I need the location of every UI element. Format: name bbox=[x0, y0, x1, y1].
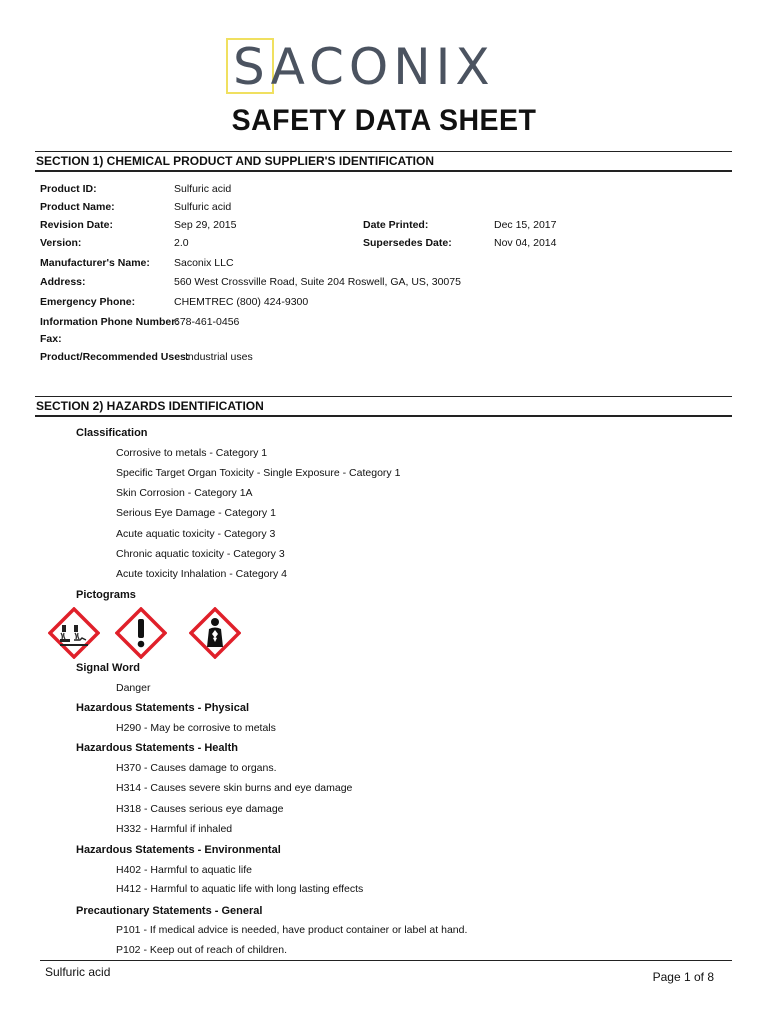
section1-heading: SECTION 1) CHEMICAL PRODUCT AND SUPPLIER'S IDENTIFICATION bbox=[35, 151, 732, 172]
footer-product: Sulfuric acid bbox=[45, 965, 111, 979]
classification-item: Serious Eye Damage - Category 1 bbox=[116, 507, 276, 519]
classification-item: Acute toxicity Inhalation - Category 4 bbox=[116, 568, 288, 580]
address-label: Address: bbox=[40, 276, 86, 288]
footer-divider bbox=[40, 960, 732, 961]
classification-item: Acute aquatic toxicity - Category 3 bbox=[116, 528, 276, 540]
precautionary-heading: Precautionary Statements - General bbox=[76, 905, 263, 917]
signal-word-value: Danger bbox=[116, 682, 151, 694]
health-statement: H332 - Harmful if inhaled bbox=[116, 823, 233, 835]
date-printed-value: Dec 15, 2017 bbox=[494, 219, 557, 231]
health-statement: H314 - Causes severe skin burns and eye damage bbox=[116, 782, 353, 794]
product-id-value: Sulfuric acid bbox=[174, 183, 232, 195]
classification-item: Chronic aquatic toxicity - Category 3 bbox=[116, 548, 285, 560]
manufacturer-value: Saconix LLC bbox=[174, 257, 234, 269]
classification-item: Skin Corrosion - Category 1A bbox=[116, 487, 253, 499]
page-number: Page 1 of 8 bbox=[652, 970, 714, 984]
date-printed-label: Date Printed: bbox=[363, 219, 429, 231]
document-title: SAFETY DATA SHEET bbox=[231, 104, 537, 137]
emergency-phone-label: Emergency Phone: bbox=[40, 296, 136, 308]
uses-value: Industrial uses bbox=[185, 351, 253, 363]
emergency-phone-value: CHEMTREC (800) 424-9300 bbox=[174, 296, 309, 308]
info-phone-value: 678-461-0456 bbox=[174, 316, 240, 328]
health-statement: H318 - Causes serious eye damage bbox=[116, 803, 284, 815]
info-phone-label: Information Phone Number: bbox=[40, 316, 179, 328]
address-value: 560 West Crossville Road, Suite 204 Roswell, GA, US, 30075 bbox=[174, 276, 461, 288]
product-name-label: Product Name: bbox=[40, 201, 115, 213]
classification-item: Corrosive to metals - Category 1 bbox=[116, 447, 268, 459]
manufacturer-label: Manufacturer's Name: bbox=[40, 257, 150, 269]
version-label: Version: bbox=[40, 237, 82, 249]
health-heading: Hazardous Statements - Health bbox=[76, 742, 238, 754]
environmental-statement: H412 - Harmful to aquatic life with long lasting effects bbox=[116, 883, 364, 895]
revision-date-value: Sep 29, 2015 bbox=[174, 219, 237, 231]
exclamation-icon bbox=[115, 607, 167, 659]
supersedes-value: Nov 04, 2014 bbox=[494, 237, 557, 249]
product-id-label: Product ID: bbox=[40, 183, 97, 195]
precautionary-statement: P101 - If medical advice is needed, have product container or label at hand. bbox=[116, 924, 468, 936]
classification-heading: Classification bbox=[76, 427, 148, 439]
product-name-value: Sulfuric acid bbox=[174, 201, 232, 213]
section2-heading: SECTION 2) HAZARDS IDENTIFICATION bbox=[35, 396, 732, 417]
health-statement: H370 - Causes damage to organs. bbox=[116, 762, 277, 774]
version-value: 2.0 bbox=[174, 237, 189, 249]
uses-label: Product/Recommended Uses: bbox=[40, 351, 190, 363]
health-hazard-icon bbox=[189, 607, 241, 659]
revision-date-label: Revision Date: bbox=[40, 219, 113, 231]
physical-statement: H290 - May be corrosive to metals bbox=[116, 722, 276, 734]
environmental-statement: H402 - Harmful to aquatic life bbox=[116, 864, 252, 876]
pictograms-heading: Pictograms bbox=[76, 589, 136, 601]
classification-item: Specific Target Organ Toxicity - Single Exposure - Category 1 bbox=[116, 467, 401, 479]
supersedes-label: Supersedes Date: bbox=[363, 237, 452, 249]
environmental-heading: Hazardous Statements - Environmental bbox=[76, 844, 281, 856]
signal-word-heading: Signal Word bbox=[76, 662, 140, 674]
precautionary-statement: P102 - Keep out of reach of children. bbox=[116, 944, 288, 956]
company-logo: SACONIX bbox=[233, 38, 495, 96]
fax-label: Fax: bbox=[40, 333, 62, 345]
corrosion-icon bbox=[48, 607, 100, 659]
physical-heading: Hazardous Statements - Physical bbox=[76, 702, 250, 714]
